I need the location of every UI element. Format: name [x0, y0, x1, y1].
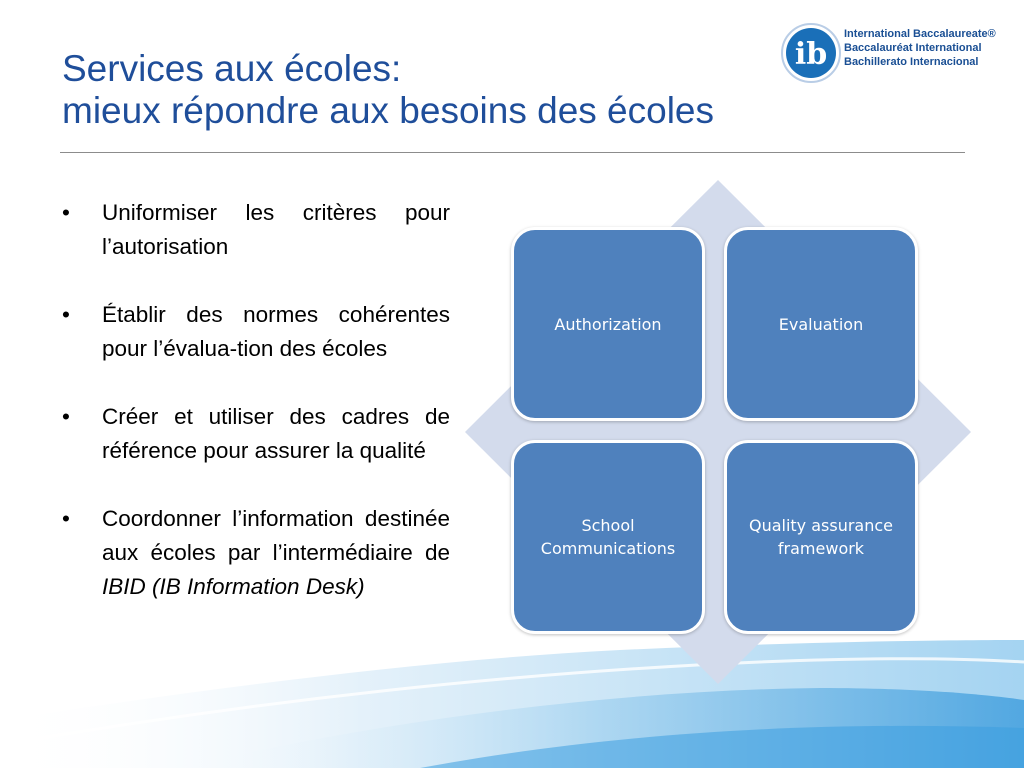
slide-title-line-2: mieux répondre aux besoins des écoles	[62, 90, 714, 131]
quadrant-label: Quality assurance framework	[748, 516, 894, 558]
quadrant-school-communications	[511, 440, 705, 634]
bullet-item	[60, 400, 450, 468]
logo-line-spanish: Bachillerato Internacional	[844, 56, 979, 68]
title-divider	[60, 152, 965, 153]
svg-text:ib: ib	[794, 37, 828, 72]
bullet-list	[60, 196, 450, 638]
bullet-text: Créer et utiliser des cadres de référence pour assurer la qualité	[102, 404, 450, 463]
ib-logo	[780, 22, 1000, 82]
quadrant-label: Evaluation	[778, 314, 864, 334]
slide-title-line-1: Services aux écoles:	[62, 48, 402, 89]
logo-line-french: Baccalauréat International	[844, 42, 982, 54]
quadrant-label: Authorization	[554, 314, 662, 334]
bullet-item	[60, 196, 450, 264]
logo-line-english: International Baccalaureate®	[844, 28, 996, 40]
matrix-diagram	[465, 180, 971, 684]
quadrant-evaluation	[724, 227, 918, 421]
quadrant-authorization	[511, 227, 705, 421]
ib-logo-wordmark	[844, 27, 996, 69]
bullet-text-italic: IBID (IB Information Desk)	[102, 574, 365, 599]
quadrant-quality-assurance-framework	[724, 440, 918, 634]
quadrant-label: School Communications	[540, 516, 676, 558]
bullet-text: Coordonner l’information destinée aux écoles par l’intermédiaire de	[102, 506, 450, 565]
ib-logo-icon	[780, 22, 842, 84]
bullet-item	[60, 298, 450, 366]
bullet-text: Uniformiser les critères pour l’autorisation	[102, 200, 450, 259]
bullet-text: Établir des normes cohérentes pour l’évalua-tion des écoles	[102, 302, 450, 361]
bullet-item	[60, 502, 450, 604]
